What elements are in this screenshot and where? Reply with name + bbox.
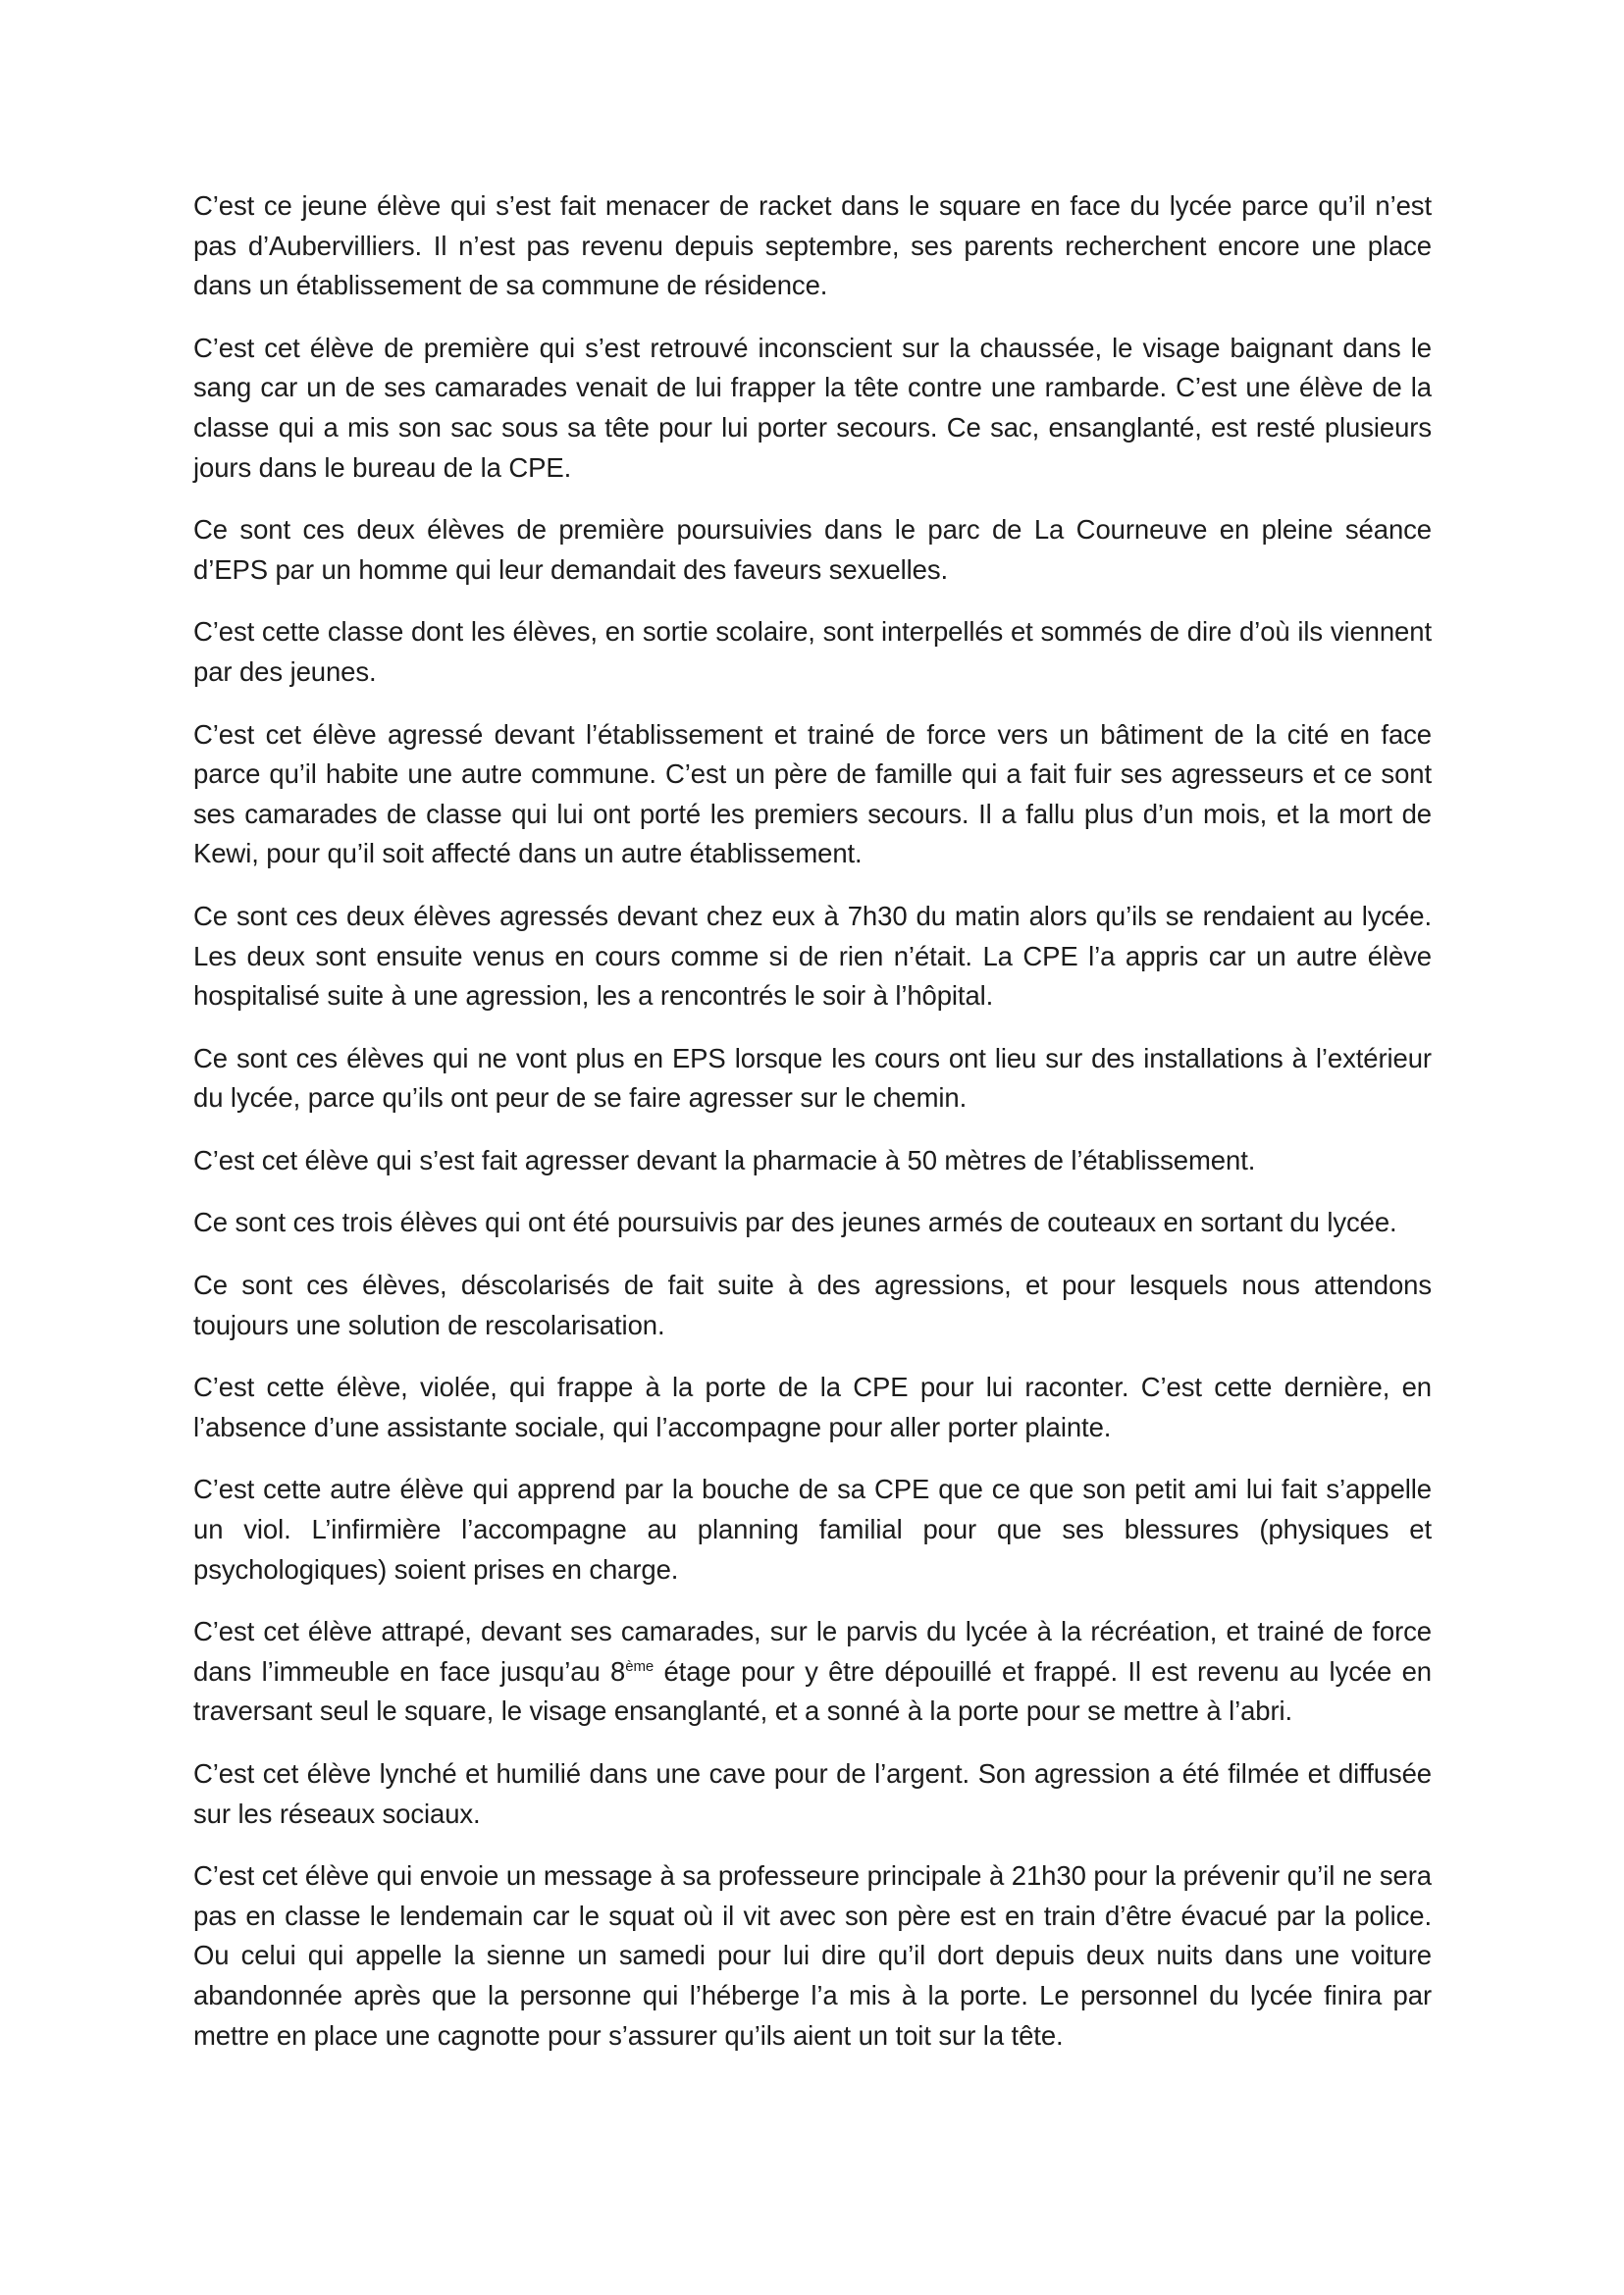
paragraph: C’est cet élève qui s’est fait agresser devant la pharmacie à 50 mètres de l’établissement. <box>193 1144 1256 1175</box>
paragraph: Ce sont ces deux élèves de première poursuivies dans le parc de La Courneuve en pleine séance d’EPS par un homme qui leur demandait des faveurs sexuelles. <box>193 514 1432 585</box>
paragraph: Ce sont ces élèves qui ne vont plus en EPS lorsque les cours ont lieu sur des installations à l’extérieur du lycée, parce qu’ils ont peur de se faire agresser sur le chemin. <box>193 1042 1432 1114</box>
document-body <box>193 186 1432 2078</box>
paragraph: Ce sont ces deux élèves agressés devant chez eux à 7h30 du matin alors qu’ils se rendaient au lycée. Les deux sont ensuite venus en cours comme si de rien n’était. La CPE l’a appris car un autre élève hospitalisé suite à une agression, les a rencontrés le soir à l’hôpital. <box>193 900 1432 1012</box>
paragraph: Ce sont ces trois élèves qui ont été poursuivis par des jeunes armés de couteaux en sortant du lycée. <box>193 1207 1397 1238</box>
paragraph: C’est cet élève agressé devant l’établissement et trainé de force vers un bâtiment de la cité en face parce qu’il habite une autre commune. C’est un père de famille qui a fait fuir ses agresseurs et ce sont ses camarades de classe qui lui ont porté les premiers secours. Il a fallu plus d’un mois, et la mort de Kewi, pour qu’il soit affecté dans un autre établissement. <box>193 718 1432 869</box>
paragraph: C’est cet élève de première qui s’est retrouvé inconscient sur la chaussée, le visage baignant dans le sang car un de ses camarades venait de lui frapper la tête contre une rambarde. C’est une élève de la classe qui a mis son sac sous sa tête pour lui porter secours. Ce sac, ensanglanté, est resté plusieurs jours dans le bureau de la CPE. <box>193 332 1432 483</box>
paragraph: C’est ce jeune élève qui s’est fait menacer de racket dans le square en face du lycée parce qu’il n’est pas d’Aubervilliers. Il n’est pas revenu depuis septembre, ses parents recherchent encore une place dans un établissement de sa commune de résidence. <box>193 190 1432 301</box>
paragraph: Ce sont ces élèves, déscolarisés de fait suite à des agressions, et pour lesquels nous attendons toujours une solution de rescolarisation. <box>193 1270 1432 1340</box>
paragraph: C’est cet élève lynché et humilié dans une cave pour de l’argent. Son agression a été filmée et diffusée sur les réseaux sociaux. <box>193 1758 1432 1829</box>
paragraph: C’est cette autre élève qui apprend par la bouche de sa CPE que ce que son petit ami lui fait s’appelle un viol. L’infirmière l’accompagne au planning familial pour que ses blessures (physiques et psychologiques) soient prises en charge. <box>193 1474 1432 1585</box>
ordinal-superscript: ème <box>625 1657 655 1675</box>
paragraph <box>193 1612 1432 1732</box>
paragraph: C’est cet élève qui envoie un message à sa professeure principale à 21h30 pour la prévenir qu’il ne sera pas en classe le lendemain car le squat où il vit avec son père est en train d’être évacué par la police. Ou celui qui appelle la sienne un samedi pour lui dire qu’il dort depuis deux nuits dans une voiture abandonnée après que la personne qui l’héberge l’a mis à la porte. Le personnel du lycée finira par mettre en place une cagnotte pour s’assurer qu’ils aient un toit sur la tête. <box>193 1860 1432 2051</box>
paragraph-text: C’est cet élève attrapé, devant ses camarades, sur le parvis du lycée à la récréation, et trainé de force dans l’immeuble en face jusqu’au 8 <box>193 1616 1432 1687</box>
paragraph: C’est cette classe dont les élèves, en sortie scolaire, sont interpellés et sommés de dire d’où ils viennent par des jeunes. <box>193 616 1432 687</box>
paragraph: C’est cette élève, violée, qui frappe à la porte de la CPE pour lui raconter. C’est cette dernière, en l’absence d’une assistante sociale, qui l’accompagne pour aller porter plainte. <box>193 1372 1432 1442</box>
paragraph-text: étage pour y être dépouillé et frappé. Il est revenu au lycée en traversant seul le square, le visage ensanglanté, et a sonné à la porte pour se mettre à l’abri. <box>193 1655 1432 1727</box>
